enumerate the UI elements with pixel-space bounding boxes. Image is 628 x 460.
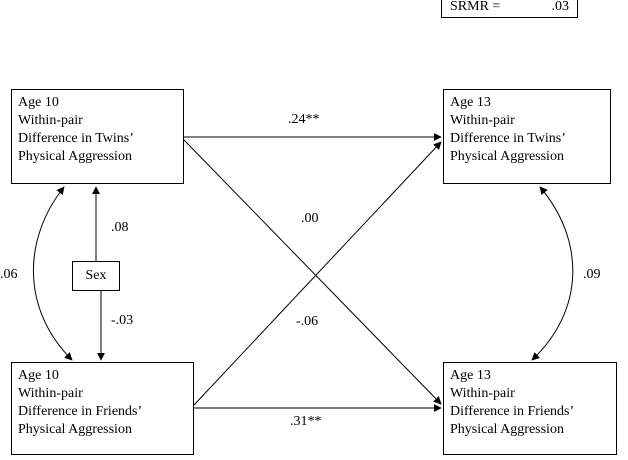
box-age10-friends bbox=[11, 362, 194, 455]
srmr-box bbox=[441, 0, 578, 18]
box-age13-friends bbox=[443, 362, 617, 455]
box-line: Difference in Twins’ bbox=[18, 131, 134, 146]
box-line: Age 13 bbox=[450, 368, 491, 383]
coef-friends-stability: .31** bbox=[290, 414, 322, 429]
coef-twins-to-friends: .00 bbox=[301, 211, 319, 226]
coef-twins-stability: .24** bbox=[288, 112, 320, 127]
box-line: Physical Aggression bbox=[450, 422, 564, 437]
box-line: Difference in Friends’ bbox=[18, 404, 143, 419]
box-line: Physical Aggression bbox=[18, 422, 132, 437]
coef-age13-correlation: .09 bbox=[583, 267, 601, 282]
box-line: Within-pair bbox=[450, 386, 515, 401]
curve-age13-correlation bbox=[532, 187, 573, 360]
box-line: Within-pair bbox=[18, 113, 83, 128]
box-line: Age 10 bbox=[18, 368, 59, 383]
coef-sex-to-friends: -.03 bbox=[111, 313, 134, 328]
box-line: Difference in Twins’ bbox=[450, 131, 566, 146]
box-line: Age 10 bbox=[18, 95, 59, 110]
box-sex: Sex bbox=[72, 261, 120, 291]
coef-sex-to-twins: .08 bbox=[111, 220, 129, 235]
arrow-twins-to-friends bbox=[184, 140, 441, 404]
curve-age10-correlation bbox=[33, 187, 72, 360]
srmr-value: .03 bbox=[551, 0, 569, 14]
box-line: Difference in Friends’ bbox=[450, 404, 575, 419]
srmr-label: SRMR = bbox=[450, 0, 501, 14]
box-line: Age 13 bbox=[450, 95, 491, 110]
box-line: Physical Aggression bbox=[450, 149, 564, 164]
box-line: Physical Aggression bbox=[18, 149, 132, 164]
coef-age10-correlation: .06 bbox=[0, 267, 18, 282]
box-age13-twins bbox=[443, 89, 611, 184]
box-line: Within-pair bbox=[450, 113, 515, 128]
box-line: Within-pair bbox=[18, 386, 83, 401]
coef-friends-to-twins: -.06 bbox=[296, 314, 319, 329]
box-age10-twins bbox=[11, 89, 184, 184]
